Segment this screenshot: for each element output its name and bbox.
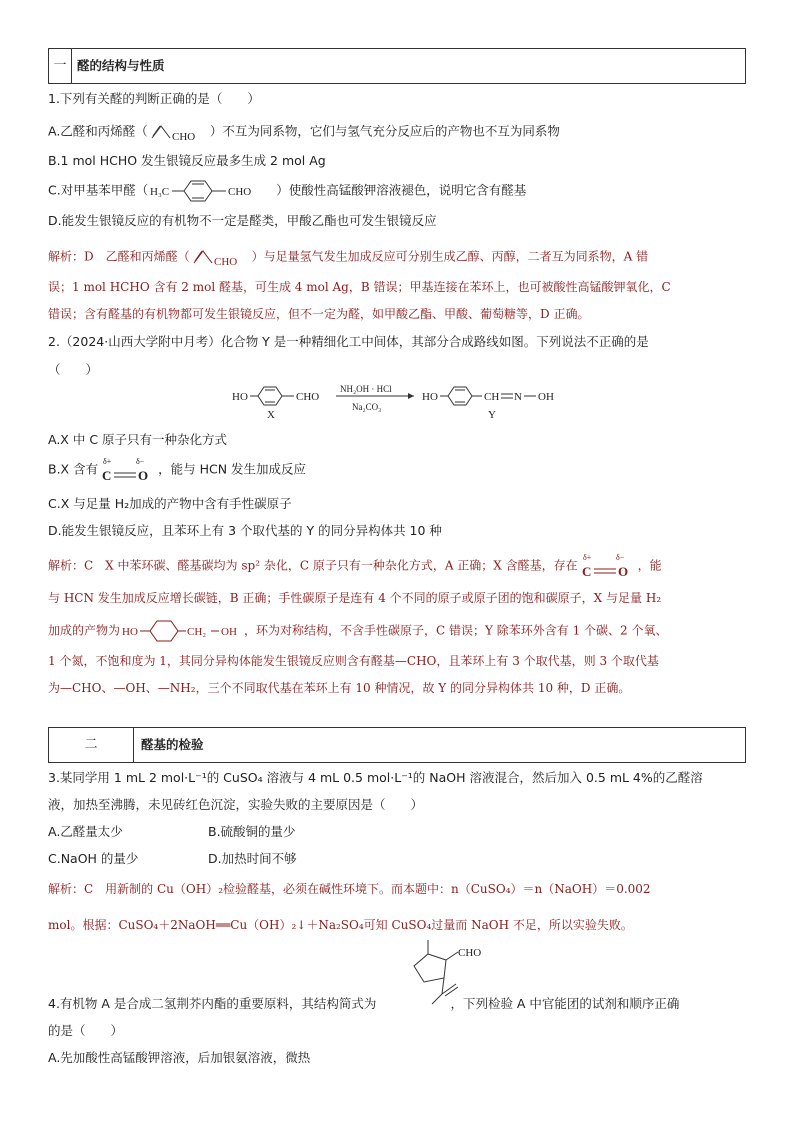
svg-text:N: N xyxy=(514,391,522,403)
question-2-analysis-line-1: 解析：C X 中苯环碳、醛基碳均为 sp² 杂化，C 原子只有一种杂化方式，A 正确；X 含醛基，存在 δ+ δ− C O ，能 xyxy=(48,553,662,579)
question-3-option-a: A.乙醛量太少 xyxy=(48,824,123,839)
svg-text:CHO: CHO xyxy=(296,391,320,403)
question-2-option-d: D.能发生银镜反应，且苯环上有 3 个取代基的 Y 的同分异构体共 10 种 xyxy=(48,523,442,538)
svg-text:δ−: δ− xyxy=(136,457,145,466)
section-title: 醛基的检验 xyxy=(141,737,204,752)
question-3-analysis-line-1: 解析：C 用新制的 Cu（OH）₂检验醛基，必须在碱性环境下。而本题中：n（CuSO₄）＝n（NaOH）＝0.002 xyxy=(48,882,651,896)
svg-text:CHO: CHO xyxy=(213,256,237,268)
carbonyl-polarity-structure xyxy=(98,455,158,485)
cho-label: CHO xyxy=(171,131,196,143)
p-methylbenzaldehyde-structure xyxy=(148,178,276,204)
question-3-stem-line-1: 3.某同学用 1 mL 2 mol·L⁻¹的 CuSO₄ 溶液与 4 mL 0.5 mol·L⁻¹的 NaOH 溶液混合，然后加入 0.5 mL 4%的乙醛溶 xyxy=(48,770,703,785)
compound-x-label: X xyxy=(267,409,275,421)
reaction-scheme xyxy=(232,380,572,430)
question-2-analysis-line-5: 为—CHO、—OH、—NH₂，三个不同取代基在苯环上有 10 种情况，故 Y 的同分异构体共 10 种，D 正确。 xyxy=(48,681,631,695)
svg-text:δ+: δ+ xyxy=(103,457,112,466)
carbonyl-polarity-structure xyxy=(578,551,638,581)
section-number: 一 xyxy=(49,49,72,83)
reagent-top: NH₂OH · HCl xyxy=(340,384,392,394)
question-2-stem-line-2: （ ） xyxy=(48,362,99,377)
question-3-option-c: C.NaOH 的量少 xyxy=(48,851,139,866)
svg-text:HO: HO xyxy=(422,391,438,403)
svg-text:O: O xyxy=(617,564,628,579)
question-4-option-a: A.先加酸性高锰酸钾溶液，后加银氨溶液，微热 xyxy=(48,1050,311,1065)
svg-text:O: O xyxy=(138,468,149,483)
question-1-option-d: D.能发生银镜反应的有机物不一定是醛类，甲酸乙酯也可发生银镜反应 xyxy=(48,213,437,228)
svg-text:δ−: δ− xyxy=(615,553,624,562)
question-1-stem: 1.下列有关醛的判断正确的是（ ） xyxy=(48,91,260,106)
question-4-stem-line-1: 4.有机物 A 是合成二氢荆芥内酯的重要原料，其结构简式为 ，下列检验 A 中官能团的试剂和顺序正确 xyxy=(48,996,680,1011)
question-1-analysis-line-2: 误；1 mol HCHO 含有 2 mol 醛基，可生成 4 mol Ag，B 错误；甲基连接在苯环上，也可被酸性高锰酸钾氧化，C xyxy=(48,280,671,294)
question-3-stem-line-2: 液，加热至沸腾，未见砖红色沉淀，实验失败的主要原因是（ ） xyxy=(48,797,424,812)
question-3-analysis-line-2: mol。根据：CuSO₄＋2NaOH══Cu（OH）₂↓＋Na₂SO₄可知 CuSO₄过量而 NaOH 不足，所以实验失败。 xyxy=(48,918,633,932)
section-title: 醛的结构与性质 xyxy=(77,58,165,73)
reagent-bottom: Na₂CO₃ xyxy=(352,402,382,412)
section-header-2 xyxy=(48,727,746,763)
question-1-option-b: B.1 mol HCHO 发生银镜反应最多生成 2 mol Ag xyxy=(48,153,326,168)
svg-text:δ+: δ+ xyxy=(582,553,591,562)
svg-text:C: C xyxy=(581,564,592,579)
question-1-option-a: A.乙醛和丙烯醛（ CHO ）不互为同系物，它们与氢气充分反应后的产物也不互为同系物 xyxy=(48,118,560,146)
question-2-option-c: C.X 与足量 H₂加成的产物中含有手性碳原子 xyxy=(48,496,292,511)
question-2-option-a: A.X 中 C 原子只有一种杂化方式 xyxy=(48,432,228,447)
svg-text:H₃C: H₃C xyxy=(150,186,170,198)
question-2-analysis-line-2: 与 HCN 发生加成反应增长碳链，B 正确；手性碳原子是连有 4 个不同的原子或原子团的饱和碳原子，X 与足量 H₂ xyxy=(48,591,662,605)
svg-text:HO: HO xyxy=(122,626,138,638)
svg-text:OH: OH xyxy=(221,626,237,638)
svg-text:CH₂: CH₂ xyxy=(187,626,207,638)
question-2-analysis-line-3: 加成的产物为 HO CH₂ OH ，环为对称结构，不含手性碳原子，C 错误；Y 除苯环外含有 1 个碳、2 个氧、 xyxy=(48,617,667,645)
question-2-option-b: B.X 含有 δ+ δ− C O ，能与 HCN 发生加成反应 xyxy=(48,457,307,483)
question-2-stem-line-1: 2.（2024·山西大学附中月考）化合物 Y 是一种精细化工中间体，其部分合成路线如图。下列说法不正确的是 xyxy=(48,334,649,349)
question-1-analysis-line-3: 错误；含有醛基的有机物都可发生银镜反应，但不一定为醛，如甲酸乙酯、甲酸、葡萄糖等，D 正确。 xyxy=(48,307,590,321)
svg-text:CHO: CHO xyxy=(458,947,482,959)
svg-text:CHO: CHO xyxy=(228,186,252,198)
question-1-analysis-line-1: 解析：D 乙醛和丙烯醛（ CHO ）与足量氢气发生加成反应可分别生成乙醇、丙醇，二者互为同系物，A 错 xyxy=(48,243,648,271)
section-number: 二 xyxy=(49,728,134,762)
hydrogenated-product-structure xyxy=(120,617,244,645)
svg-text:C: C xyxy=(102,468,112,483)
acrolein-structure xyxy=(190,243,252,271)
svg-text:CH: CH xyxy=(484,391,500,403)
svg-text:OH: OH xyxy=(538,391,554,403)
question-3-option-d: D.加热时间不够 xyxy=(208,851,297,866)
question-4-stem-line-2: 的是（ ） xyxy=(48,1023,124,1038)
acrolein-structure xyxy=(148,118,210,146)
compound-y-label: Y xyxy=(488,409,496,421)
question-1-option-c: C.对甲基苯甲醛（ H₃C CHO ）使酸性高锰酸钾溶液褪色，说明它含有醛基 xyxy=(48,178,526,204)
question-2-analysis-line-4: 1 个氮，不饱和度为 1，其同分异构体能发生银镜反应则含有醛基—CHO，且苯环上有 3 个取代基，则 3 个取代基 xyxy=(48,654,659,668)
svg-text:HO: HO xyxy=(232,391,248,403)
question-3-option-b: B.硫酸铜的量少 xyxy=(208,824,296,839)
section-header-1 xyxy=(48,48,746,84)
